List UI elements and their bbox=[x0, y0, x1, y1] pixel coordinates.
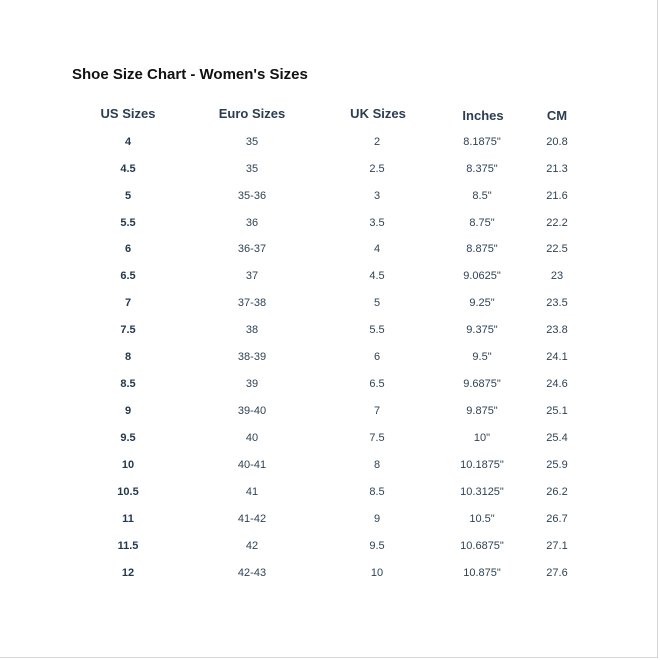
uk-size: 3 bbox=[373, 190, 381, 202]
uk-size: 7 bbox=[373, 405, 381, 417]
uk-size: 8 bbox=[373, 459, 381, 471]
us-size: 11.5 bbox=[117, 540, 139, 552]
header-euro-sizes: Euro Sizes bbox=[218, 106, 286, 121]
page-title: Shoe Size Chart - Women's Sizes bbox=[72, 66, 308, 83]
us-size: 8 bbox=[124, 351, 132, 363]
inches-value: 8.875" bbox=[466, 243, 498, 255]
inches-value: 8.375" bbox=[466, 163, 498, 175]
inches-value: 10.5" bbox=[469, 513, 495, 525]
us-size: 6 bbox=[124, 243, 132, 255]
inches-value: 10.3125" bbox=[460, 486, 504, 498]
cm-value: 22.2 bbox=[546, 217, 568, 229]
uk-size: 4.5 bbox=[369, 270, 385, 282]
inches-value: 9.5" bbox=[472, 351, 492, 363]
euro-size: 42 bbox=[245, 540, 259, 552]
inches-value: 9.25" bbox=[469, 297, 495, 309]
inches-value: 9.875" bbox=[466, 405, 498, 417]
cm-value: 24.1 bbox=[546, 351, 568, 363]
uk-size: 5 bbox=[373, 297, 381, 309]
euro-size: 40-41 bbox=[237, 459, 267, 471]
us-size: 4 bbox=[124, 136, 132, 148]
inches-value: 10.875" bbox=[463, 567, 501, 579]
cm-value: 25.1 bbox=[546, 405, 568, 417]
euro-size: 35 bbox=[245, 136, 259, 148]
cm-value: 27.6 bbox=[546, 567, 568, 579]
cm-value: 25.4 bbox=[546, 432, 568, 444]
cm-value: 26.7 bbox=[546, 513, 568, 525]
uk-size: 5.5 bbox=[369, 324, 385, 336]
euro-size: 39-40 bbox=[237, 405, 267, 417]
euro-size: 40 bbox=[245, 432, 259, 444]
cm-value: 21.6 bbox=[546, 190, 568, 202]
cm-value: 20.8 bbox=[546, 136, 568, 148]
euro-size: 38-39 bbox=[237, 351, 267, 363]
cm-value: 23 bbox=[550, 270, 564, 282]
cm-value: 22.5 bbox=[546, 243, 568, 255]
us-size: 9.5 bbox=[120, 432, 136, 444]
cm-value: 23.8 bbox=[546, 324, 568, 336]
euro-size: 42-43 bbox=[237, 567, 267, 579]
inches-value: 9.6875" bbox=[463, 378, 501, 390]
euro-size: 36-37 bbox=[237, 243, 267, 255]
uk-size: 2 bbox=[373, 136, 381, 148]
header-uk-sizes: UK Sizes bbox=[350, 106, 406, 121]
euro-size: 38 bbox=[245, 324, 259, 336]
euro-size: 41-42 bbox=[237, 513, 267, 525]
inches-value: 10.1875" bbox=[460, 459, 504, 471]
euro-size: 35-36 bbox=[237, 190, 267, 202]
us-size: 10.5 bbox=[117, 486, 139, 498]
inches-value: 9.0625" bbox=[463, 270, 501, 282]
inches-value: 9.375" bbox=[466, 324, 498, 336]
inches-value: 10" bbox=[473, 432, 491, 444]
us-size: 10 bbox=[121, 459, 135, 471]
uk-size: 8.5 bbox=[369, 486, 385, 498]
uk-size: 6.5 bbox=[369, 378, 385, 390]
inches-value: 8.1875" bbox=[463, 136, 501, 148]
inches-value: 8.75" bbox=[469, 217, 495, 229]
euro-size: 39 bbox=[245, 378, 259, 390]
uk-size: 4 bbox=[373, 243, 381, 255]
euro-size: 35 bbox=[245, 163, 259, 175]
cm-value: 27.1 bbox=[546, 540, 568, 552]
uk-size: 9 bbox=[373, 513, 381, 525]
inches-value: 10.6875" bbox=[460, 540, 504, 552]
cm-value: 25.9 bbox=[546, 459, 568, 471]
cm-value: 23.5 bbox=[546, 297, 568, 309]
euro-size: 36 bbox=[245, 217, 259, 229]
uk-size: 7.5 bbox=[369, 432, 385, 444]
header-inches: Inches bbox=[462, 108, 504, 123]
us-size: 9 bbox=[124, 405, 132, 417]
uk-size: 2.5 bbox=[369, 163, 385, 175]
us-size: 12 bbox=[121, 567, 135, 579]
euro-size: 37 bbox=[245, 270, 259, 282]
cm-value: 24.6 bbox=[546, 378, 568, 390]
us-size: 7 bbox=[124, 297, 132, 309]
us-size: 11 bbox=[122, 513, 134, 525]
header-us-sizes: US Sizes bbox=[100, 106, 156, 121]
cm-value: 26.2 bbox=[546, 486, 568, 498]
us-size: 6.5 bbox=[120, 270, 136, 282]
header-cm: CM bbox=[546, 108, 568, 123]
us-size: 4.5 bbox=[120, 163, 136, 175]
uk-size: 10 bbox=[370, 567, 384, 579]
euro-size: 41 bbox=[245, 486, 259, 498]
uk-size: 6 bbox=[373, 351, 381, 363]
inches-value: 8.5" bbox=[472, 190, 492, 202]
us-size: 8.5 bbox=[120, 378, 136, 390]
us-size: 5.5 bbox=[120, 217, 136, 229]
us-size: 7.5 bbox=[120, 324, 136, 336]
uk-size: 3.5 bbox=[369, 217, 385, 229]
uk-size: 9.5 bbox=[369, 540, 385, 552]
us-size: 5 bbox=[124, 190, 132, 202]
cm-value: 21.3 bbox=[546, 163, 568, 175]
euro-size: 37-38 bbox=[237, 297, 267, 309]
